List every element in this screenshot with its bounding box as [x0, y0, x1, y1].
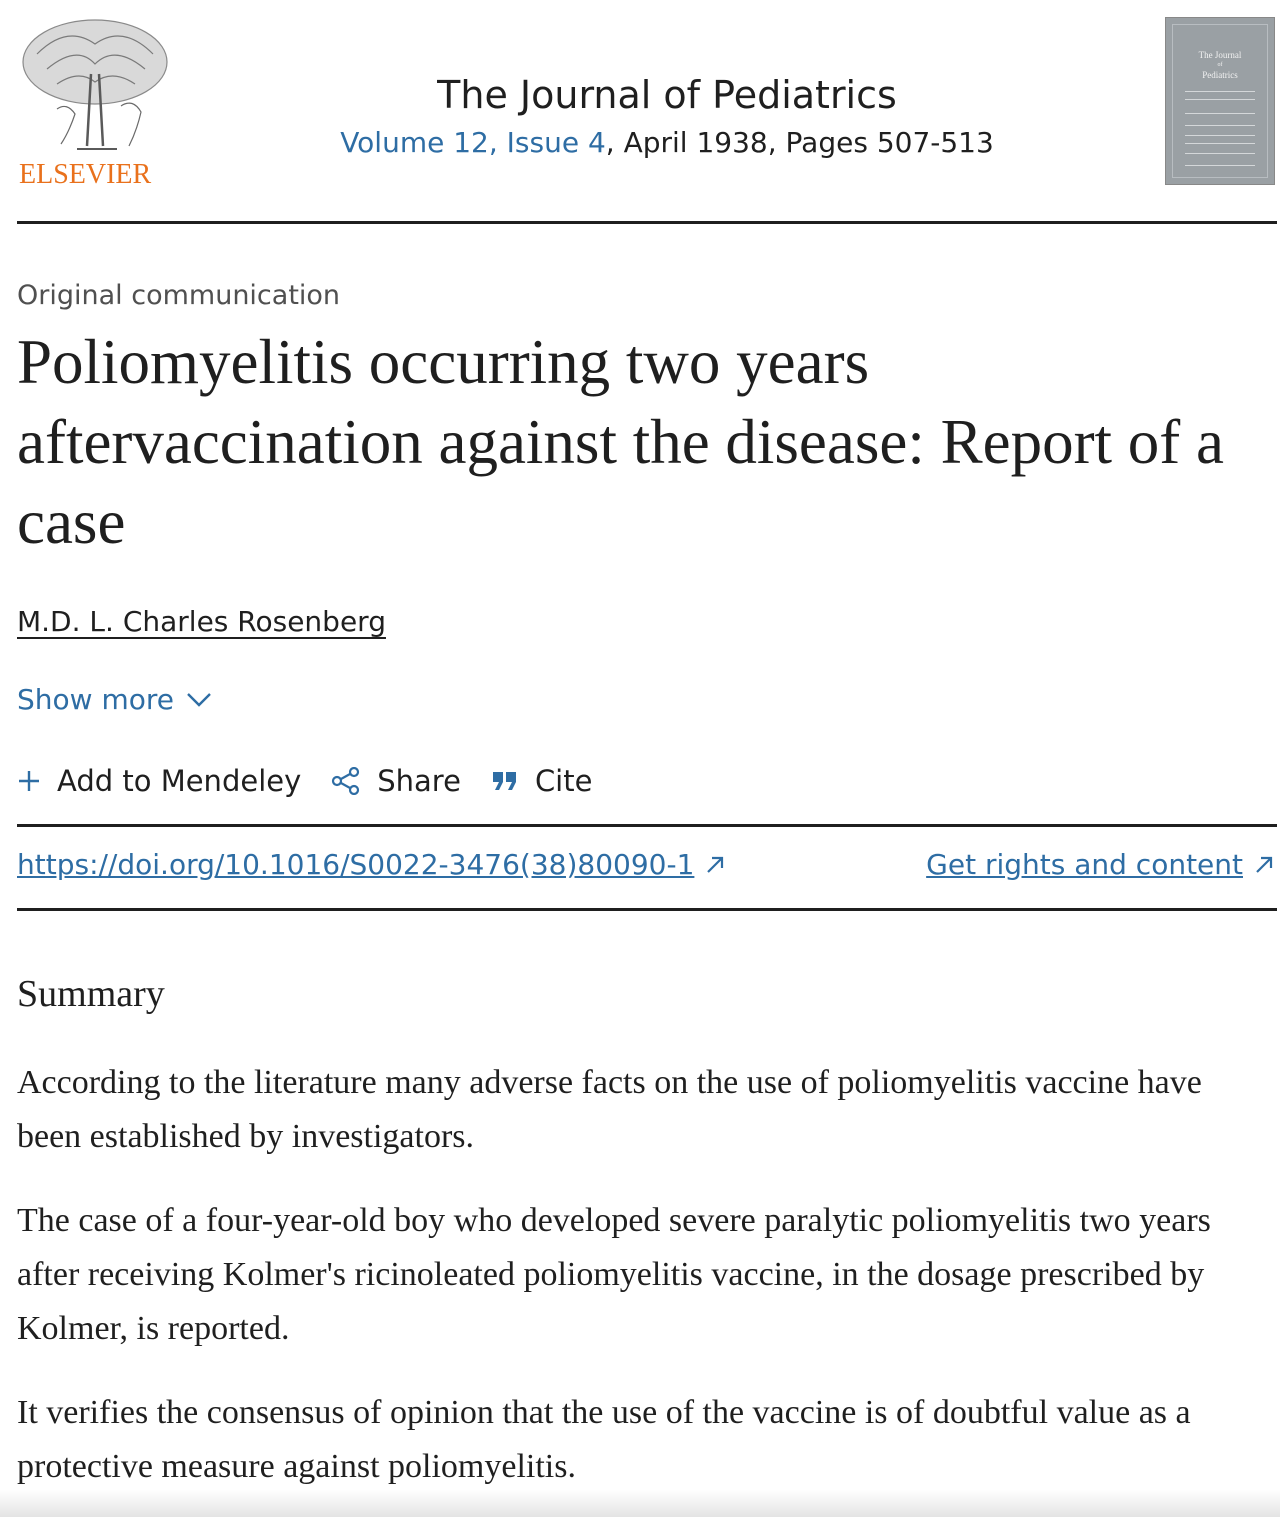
external-link-icon — [704, 854, 726, 876]
date-pages: , April 1938, Pages 507-513 — [605, 126, 994, 159]
cover-text-line — [1185, 153, 1255, 154]
summary-heading: Summary — [17, 973, 165, 1015]
cover-text-line — [1185, 113, 1255, 114]
cover-frame — [1172, 24, 1268, 178]
doi-link[interactable] — [17, 848, 726, 881]
cover-title-line: The Journal — [1198, 50, 1242, 60]
journal-title[interactable]: The Journal of Pediatrics — [437, 73, 897, 117]
article-type: Original communication — [17, 280, 341, 311]
journal-meta — [317, 120, 1017, 166]
header-divider — [17, 221, 1277, 224]
journal-cover-image[interactable] — [1165, 17, 1275, 185]
cover-text-line — [1185, 91, 1255, 92]
share-button[interactable] — [331, 764, 461, 798]
article-title: Poliomyelitis occurring two years aftervaccination against the disease: Report of a case — [17, 327, 1224, 557]
summary-paragraph: According to the literature many adverse facts on the use of poliomyelitis vaccine have been established by investigators. — [17, 1064, 1202, 1155]
rights-link[interactable] — [926, 848, 1275, 881]
doi-label: https://doi.org/10.1016/S0022-3476(38)80090-1 — [17, 848, 695, 881]
chevron-down-icon — [186, 692, 212, 708]
cover-title — [1173, 49, 1267, 81]
cover-text-line — [1185, 125, 1255, 126]
cover-title-line: Pediatrics — [1202, 70, 1238, 80]
doi-divider — [17, 908, 1277, 911]
show-more-label: Show more — [17, 683, 174, 716]
add-to-mendeley-label: Add to Mendeley — [57, 764, 302, 798]
volume-issue-link[interactable]: Volume 12, Issue 4 — [340, 126, 606, 159]
cover-text-line — [1185, 165, 1255, 166]
actions-divider — [17, 824, 1277, 827]
share-label: Share — [377, 764, 461, 798]
cover-text-line — [1185, 143, 1255, 144]
journal-info — [317, 70, 1017, 166]
article-actions — [17, 764, 622, 798]
elsevier-wordmark: ELSEVIER — [19, 159, 152, 190]
journal-header — [17, 14, 1277, 224]
author-link[interactable]: M.D. L. Charles Rosenberg — [17, 605, 386, 638]
summary-paragraph: The case of a four-year-old boy who developed severe paralytic poliomyelitis two years after receiving Kolmer's ricinoleated poliomyelitis vaccine, in the dosage prescribed by Kolmer, is reported. — [17, 1202, 1211, 1347]
show-more-button[interactable] — [17, 683, 212, 716]
rights-label: Get rights and content — [926, 848, 1243, 881]
external-link-icon — [1253, 854, 1275, 876]
cover-text-line — [1185, 99, 1255, 100]
bottom-fade — [0, 1490, 1280, 1517]
plus-icon — [17, 769, 41, 793]
cover-title-line: of — [1217, 62, 1223, 68]
summary-body — [17, 1056, 1257, 1524]
summary-paragraph: It verifies the consensus of opinion that the use of the vaccine is of doubtful value as a protective measure against poliomyelitis. — [17, 1394, 1191, 1485]
cover-text-line — [1185, 135, 1255, 136]
share-icon — [331, 767, 361, 795]
cite-button[interactable] — [491, 764, 593, 798]
elsevier-logo[interactable] — [17, 14, 173, 194]
doi-row — [17, 848, 1275, 888]
cite-label: Cite — [534, 764, 593, 798]
add-to-mendeley-button[interactable] — [17, 764, 301, 798]
elsevier-tree-icon — [17, 14, 173, 159]
quote-icon — [491, 770, 519, 792]
